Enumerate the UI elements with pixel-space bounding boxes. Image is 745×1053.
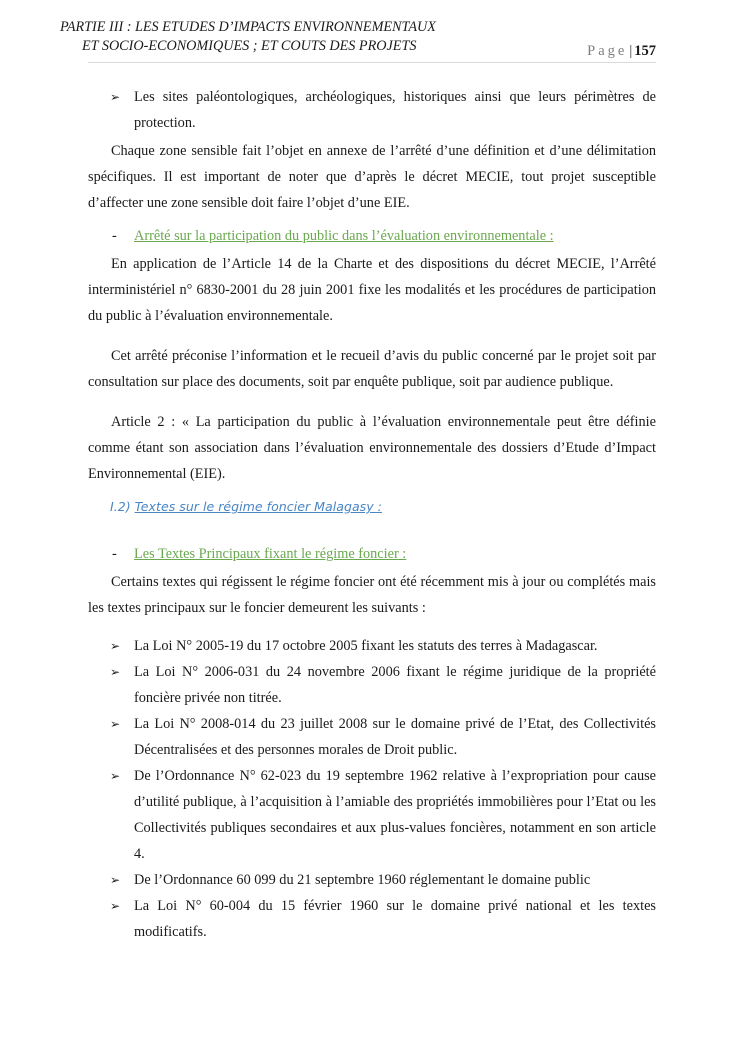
paragraph-textes-intro: Certains textes qui régissent le régime foncier ont été récemment mis à jour ou complétés mais les textes principaux sur le foncier demeurent les suivants :: [88, 574, 656, 616]
paragraph-arrete: Cet arrêté préconise l’information et le recueil d’avis du public concerné par le projet soit par consultation sur place des documents, soit par enquête publique, soit par audience publique.: [88, 348, 656, 390]
header-title-line2: ET SOCIO-ECONOMIQUES ; ET COUTS DES PROJETS: [82, 38, 417, 54]
paragraph-article2: Article 2 : « La participation du public à l’évaluation environnementale peut être définie comme étant son association dans l’évaluation environnementale des dossiers d’Etude d’Impact Environnemental (EIE).: [88, 414, 656, 482]
page-number-block: [587, 43, 656, 60]
page-number: 157: [634, 43, 656, 59]
dash-marker: -: [112, 228, 117, 244]
subsection-number: I.2): [110, 499, 131, 514]
bullet-arrow-icon: ➢: [110, 717, 121, 731]
subsection-title: Textes sur le régime foncier Malagasy :: [134, 499, 382, 514]
section-heading-textes: [88, 543, 656, 565]
list-item: [88, 633, 656, 659]
bullet-arrow-icon: ➢: [110, 873, 121, 887]
list-item-text: De l’Ordonnance N° 62-023 du 19 septembre 1962 relative à l’expropriation pour cause d’utilité publique, à l’acquisition à l’amiable des propriétés immobilières pour l’Etat ou les Collectivités publiques secondaires et aux plus-values foncières, notamment en son article 4.: [134, 768, 656, 862]
list-item-text: La Loi N° 60-004 du 15 février 1960 sur le domaine privé national et les textes modificatifs.: [134, 898, 656, 940]
dash-marker: -: [112, 546, 117, 562]
list-item-text: De l’Ordonnance 60 099 du 21 septembre 1960 réglementant le domaine public: [134, 872, 591, 888]
bullet-arrow-icon: ➢: [110, 769, 121, 783]
page-label: Page: [587, 43, 628, 59]
section-heading-participation: [88, 225, 656, 247]
bullet-arrow-icon: ➢: [110, 665, 121, 679]
list-item: [88, 763, 656, 867]
textes-list: [88, 633, 656, 945]
list-item-text: La Loi N° 2005-19 du 17 octobre 2005 fixant les statuts des terres à Madagascar.: [134, 638, 598, 654]
list-item-text: Les sites paléontologiques, archéologiques, historiques ainsi que leurs périmètres de protection.: [134, 89, 656, 131]
list-item: [88, 893, 656, 945]
document-body: [88, 84, 656, 945]
page-separator: |: [629, 43, 633, 59]
list-item-text: La Loi N° 2006-031 du 24 novembre 2006 fixant le régime juridique de la propriété foncière privée non titrée.: [134, 664, 656, 706]
heading-participation-text: Arrêté sur la participation du public dans l’évaluation environnementale :: [134, 228, 554, 244]
paragraph-article14: En application de l’Article 14 de la Charte et des dispositions du décret MECIE, l’Arrêté interministériel n° 6830-2001 du 28 juin 2001 fixe les modalités et les procédures de participation du public à l’évaluation environnementale.: [88, 256, 656, 324]
list-item-text: La Loi N° 2008-014 du 23 juillet 2008 sur le domaine privé de l’Etat, des Collectivités Décentralisées et des personnes morales de Droit public.: [134, 716, 656, 758]
bullet-arrow-icon: ➢: [110, 899, 121, 913]
bullet-arrow-icon: ➢: [110, 90, 121, 104]
list-item: [88, 84, 656, 136]
bullet-arrow-icon: ➢: [110, 639, 121, 653]
list-item: [88, 867, 656, 893]
paragraph-sensitive-zone: Chaque zone sensible fait l’objet en annexe de l’arrêté d’une définition et d’une délimitation spécifiques. Il est important de noter que d’après le décret MECIE, tout projet susceptible d’affecter une zone sensible doit faire l’objet d’une EIE.: [88, 143, 656, 211]
list-item: [88, 711, 656, 763]
list-item: [88, 659, 656, 711]
header-title-line1: PARTIE III : LES ETUDES D’IMPACTS ENVIRONNEMENTAUX: [60, 19, 436, 35]
running-header-title: [60, 18, 520, 56]
heading-textes-text: Les Textes Principaux fixant le régime foncier :: [134, 546, 407, 562]
subsection-heading: [88, 497, 656, 517]
header-divider: [88, 62, 656, 63]
